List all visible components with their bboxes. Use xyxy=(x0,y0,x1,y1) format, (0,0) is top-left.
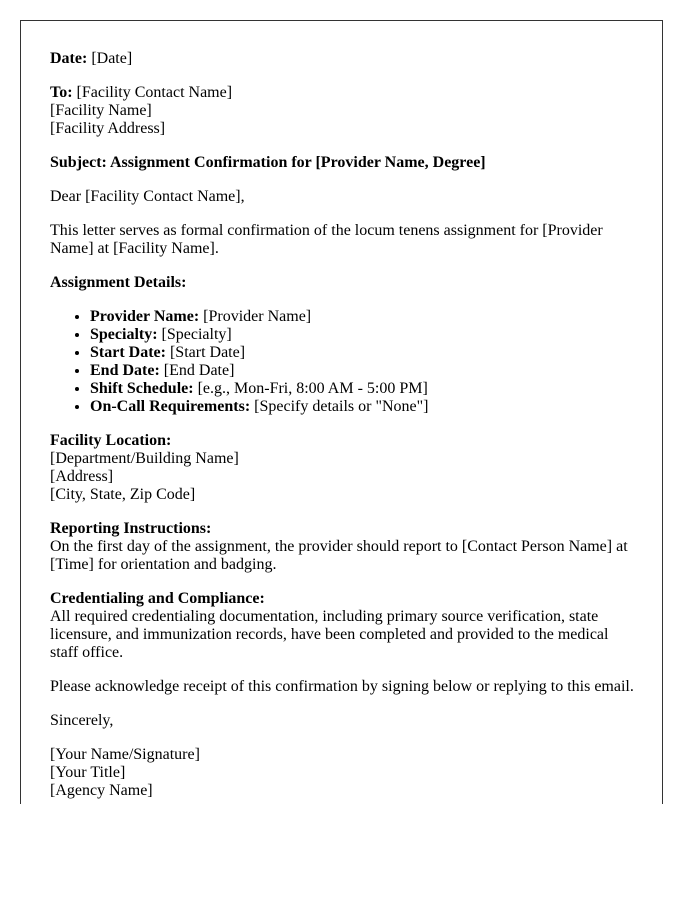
date-line: Date: [Date] xyxy=(50,50,133,67)
list-item: • End Date: [End Date] xyxy=(90,362,662,380)
greeting: Dear [Facility Contact Name], xyxy=(50,188,245,205)
intro-paragraph: This letter serves as formal confirmation of the locum tenens assignment for [Provider Name] at [Facility Name]. xyxy=(50,222,603,257)
details-heading: Assignment Details: xyxy=(50,274,187,291)
list-item: • Specialty: [Specialty] xyxy=(90,326,662,344)
signature-block: [Your Name/Signature] [Your Title] [Agency Name] xyxy=(50,746,200,799)
list-item: • Start Date: [Start Date] xyxy=(90,344,662,362)
closing: Sincerely, xyxy=(50,712,114,729)
subject-line: Subject: Assignment Confirmation for [Provider Name, Degree] xyxy=(50,154,486,171)
list-item: • Provider Name: [Provider Name] xyxy=(90,308,662,326)
recipient-block: To: [Facility Contact Name] [Facility Name] [Facility Address] xyxy=(50,84,233,137)
letter-document xyxy=(20,20,663,804)
list-item: • Shift Schedule: [e.g., Mon-Fri, 8:00 AM - 5:00 PM] xyxy=(90,380,662,398)
details-list xyxy=(50,308,662,416)
location-block: Facility Location: [Department/Building Name] [Address] [City, State, Zip Code] xyxy=(50,432,239,503)
credentialing-block: Credentialing and Compliance: All required credentialing documentation, including primary source verification, state licensure, and immunization records, have been completed and provided to the medical staff office. xyxy=(50,590,609,661)
list-item: • On-Call Requirements: [Specify details or "None"] xyxy=(90,398,662,416)
acknowledge-paragraph: Please acknowledge receipt of this confirmation by signing below or replying to this email. xyxy=(50,678,634,695)
reporting-block: Reporting Instructions: On the first day of the assignment, the provider should report to [Contact Person Name] at [Time] for orientation and badging. xyxy=(50,520,628,573)
